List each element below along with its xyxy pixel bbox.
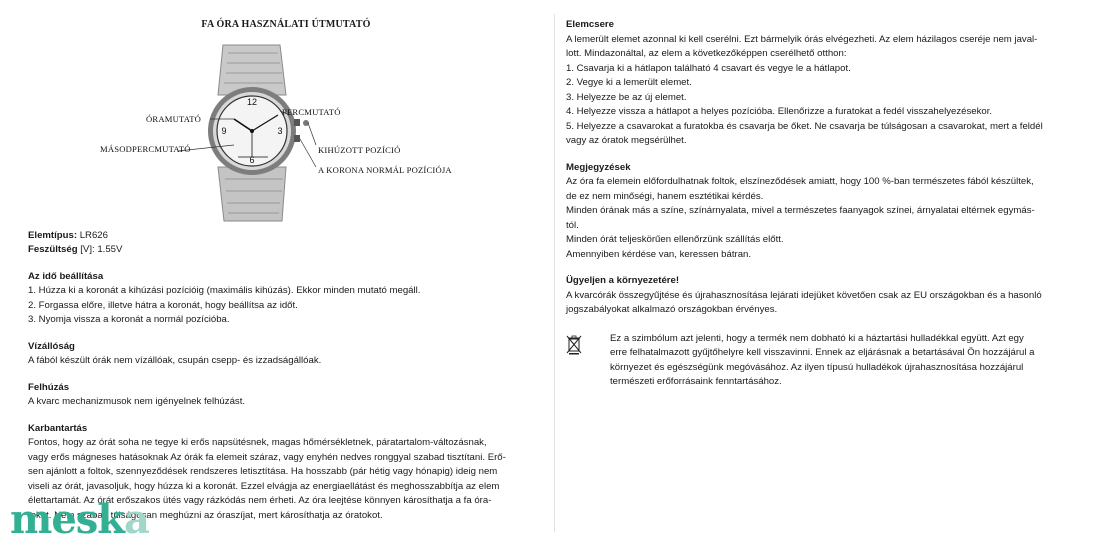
recycling-text [610,332,1076,390]
battery-change-line: 4. Helyezze vissza a hátlapot a helyes pozícióba. Ellenőrizze a furatokat a fedél visszahelyezésekor. [566,106,993,117]
logo-text-tail: a [124,496,149,543]
section-time-setting [28,270,538,328]
battery-change-line: 2. Vegye ki a lemerült elemet. [566,77,692,88]
care-line: sen ajánlott a foltok, szennyeződések rendszeres letisztítása. Ha hosszabb (pár hétig vagy hónapig) ideig nem [28,466,498,477]
dial-number-12: 12 [246,96,258,107]
notes-line: Minden órát teljeskörűen ellenőrzünk szállítás előtt. [566,234,784,245]
winding-heading: Felhúzás [28,381,70,393]
battery-change-line: 1. Csavarja ki a hátlapon található 4 csavart és vegye le a hátlapot. [566,62,851,74]
battery-change-line: vagy az óratok megsérülhet. [566,135,687,146]
section-winding [28,381,538,410]
voltage-row [28,243,538,258]
environment-heading: Ügyeljen a környezetére! [566,275,680,286]
notes-line: Minden órának más a színe, színárnyalata, mivel a természetes faanyagok színei, árnyalatai eltérnek egymás- [566,205,1035,216]
meska-logo [10,498,149,542]
watch-diagram [28,39,538,229]
notes-line: Az óra fa elemein előfordulhatnak foltok, elszíneződések amiatt, hogy 100 %-ban természetes fából készültek, [566,176,1034,187]
care-line: viseli az órát, javasoljuk, hogy húzza ki a koronát. Ezzel elvágja az energiaellátást és meghosszabbítja az elem [28,480,500,492]
battery-change-line: 3. Helyezze be az új elemet. [566,91,687,103]
notes-line: Amennyiben kérdése van, keressen bátran. [566,248,752,260]
label-normal-crown: A KORONA NORMÁL POZÍCIÓJA [318,164,452,175]
battery-type-value: LR626 [77,229,108,241]
recycling-line: erre felhatalmazott gyűjtőhelyre kell visszavinni. Ennek az eljárásnak a betartásával Ön hozzájárul a [610,347,1035,358]
time-setting-line: 3. Nyomja vissza a koronát a normál pozícióba. [28,314,230,325]
voltage-label: Feszültség [28,244,78,255]
right-column [566,18,1076,390]
column-divider [554,14,555,532]
voltage-value: [V]: 1.55V [77,244,123,255]
dial-number-3: 3 [277,125,283,136]
section-environment [566,274,1076,318]
battery-change-line: lott. Mindazonáltal, az elem a következőképpen cserélhető otthon: [566,48,847,59]
label-pulled-crown: KIHÚZOTT POZÍCIÓ [318,144,401,155]
battery-type-row [28,229,538,244]
time-setting-line: 2. Forgassa előre, illetve hátra a koronát, hogy beállítsa az időt. [28,299,298,311]
recycling-line: környezet és egészségünk megóvásához. Az ilyen típusú hulladékok újrahasznosítása hozzájárul [610,361,1024,373]
label-second-hand: MÁSODPERCMUTATÓ [100,143,191,154]
time-setting-line: 1. Húzza ki a koronát a kihúzási pozícióig (maximális kihúzás). Ekkor minden mutató megáll. [28,285,421,296]
crossed-bin-icon [566,335,582,355]
document-title: FA ÓRA HASZNÁLATI ÚTMUTATÓ [201,19,371,30]
watch-illustration [28,39,538,229]
battery-type-label: Elemtípus: [28,229,78,241]
environment-line: jogszabályokat alkalmazó országokban érvényes. [566,304,778,315]
section-notes [566,161,1076,263]
dial-number-6: 6 [249,154,255,165]
care-line: vagy erős mágneses hatásoknak Az órák fa elemeit száraz, vagy enyhén nedves ronggyal szabad tisztítani. Erő- [28,451,506,463]
label-hour-hand: ÓRAMUTATÓ [146,113,202,124]
environment-line: A kvarcórák összegyűjtése és újrahasznosítása lejárati idejüket követően csak az EU országokban és a hasonló [566,289,1042,301]
care-heading: Karbantartás [28,422,88,434]
recycling-line: Ez a szimbólum azt jelenti, hogy a termék nem dobható ki a háztartási hulladékkal együtt. Azt egy [610,332,1024,344]
care-line: Fontos, hogy az órát soha ne tegye ki erős napsütésnek, magas hőmérsékletnek, páratartalom-változásnak, [28,437,487,448]
water-heading: Vízállóság [28,340,75,352]
label-minute-hand: PERCMUTATÓ [282,106,341,117]
battery-change-line: 5. Helyezze a csavarokat a furatokba és csavarja be őket. Ne csavarja be túlságosan a csavarokat, mert a feldél [566,120,1043,132]
time-setting-heading: Az idő beállítása [28,270,104,282]
battery-change-heading: Elemcsere [566,19,615,30]
specs [28,229,538,258]
care-line: élettartamát. Az órát erőszakos ütés vagy rázkódás nem érheti. Az óra leejtése könnyen károsíthatja a fa óra- [28,495,492,506]
notes-line: de ez nem minőségi, hanem esztétikai kérdés. [566,190,764,202]
section-recycling [566,332,1076,390]
logo-text-main: mesk [10,496,125,543]
notes-heading: Megjegyzések [566,161,631,173]
battery-change-line: A lemerült elemet azonnal ki kell cserélni. Ezt bármelyik órás elvégezheti. Az elem házilagos cseréje nem javal- [566,33,1038,45]
water-line: A fából készült órák nem vízállóak, csupán csepp- és izzadságállóak. [28,355,322,366]
section-water [28,340,538,369]
dial-number-9: 9 [221,125,227,136]
care-line: tokot. Nem szabad túlságosan meghúzni az óraszíjat, mert károsíthatja az óratokot. [28,509,383,521]
section-battery-change [566,18,1076,149]
left-column [28,18,538,523]
notes-line: tól. [566,219,579,231]
recycling-line: természeti erőforrásaink fenntartásához. [610,376,782,387]
winding-line: A kvarc mechanizmusok nem igényelnek felhúzást. [28,396,246,407]
